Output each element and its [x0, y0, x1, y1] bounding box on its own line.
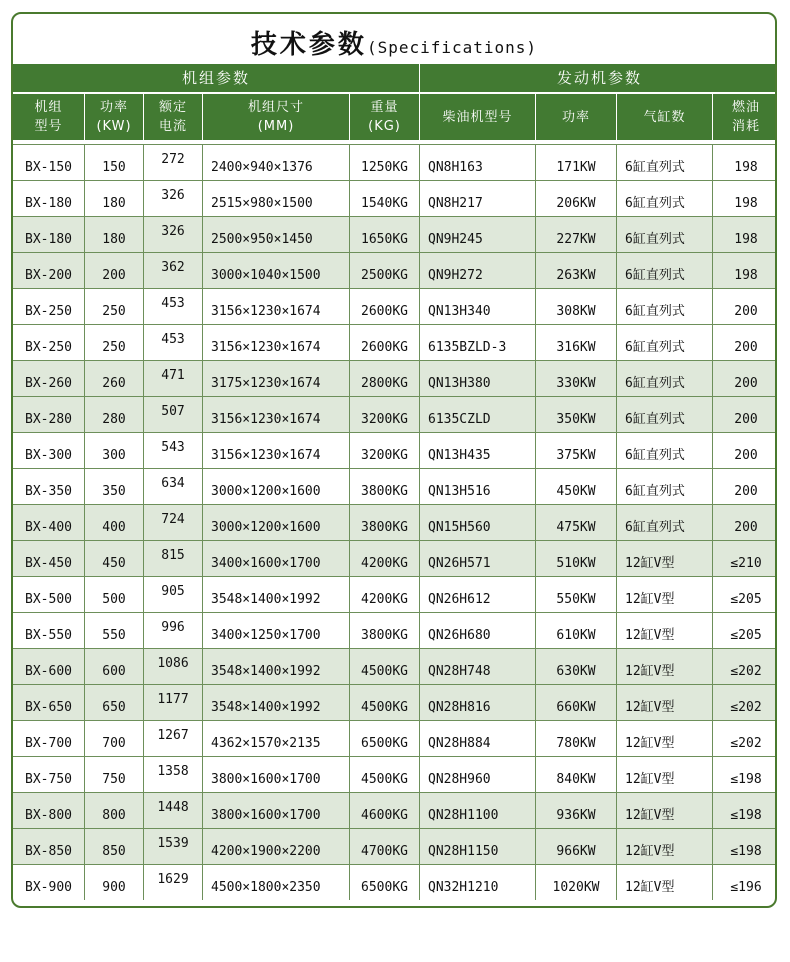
table-row [13, 468, 775, 504]
cell-current: 453 [144, 289, 203, 324]
cell-model: BX-550 [13, 613, 85, 648]
cell-dimensions: 2515×980×1500 [203, 181, 350, 216]
cell-engine-model: QN28H1150 [420, 829, 536, 864]
table-row [13, 360, 775, 396]
cell-dimensions: 3400×1600×1700 [203, 541, 350, 576]
table-row [13, 648, 775, 684]
cell-power: 700 [85, 721, 144, 756]
cell-model: BX-150 [13, 145, 85, 180]
cell-model: BX-180 [13, 217, 85, 252]
cell-model: BX-700 [13, 721, 85, 756]
cell-engine-power: 550KW [536, 577, 617, 612]
cell-weight: 6500KG [350, 721, 420, 756]
header-engine-power [536, 94, 617, 140]
cell-cylinders: 6缸直列式 [617, 253, 713, 288]
cell-dimensions: 3548×1400×1992 [203, 649, 350, 684]
cell-fuel: 200 [734, 448, 758, 463]
cell-cylinders: 6缸直列式 [617, 289, 713, 324]
cell-engine-model: QN8H163 [420, 145, 536, 180]
cell-engine-model: QN13H380 [420, 361, 536, 396]
cell-power: 900 [85, 865, 144, 900]
cell-engine-power: 610KW [536, 613, 617, 648]
cell-cylinders: 12缸V型 [617, 721, 713, 756]
header-model-line2: 型号 [34, 119, 63, 134]
cell-current: 905 [144, 577, 203, 612]
cell-dimensions: 3175×1230×1674 [203, 361, 350, 396]
cell-engine-power: 330KW [536, 361, 617, 396]
cell-dimensions: 2400×940×1376 [203, 145, 350, 180]
cell-power: 450 [85, 541, 144, 576]
cell-engine-power: 630KW [536, 649, 617, 684]
cell-power: 750 [85, 757, 144, 792]
cell-dimensions: 3000×1200×1600 [203, 505, 350, 540]
cell-cylinders: 6缸直列式 [617, 397, 713, 432]
header-fuel-line2: 消耗 [731, 119, 760, 134]
cell-weight: 4500KG [350, 757, 420, 792]
cell-engine-model: QN28H884 [420, 721, 536, 756]
table-row [13, 576, 775, 612]
cell-dimensions: 3156×1230×1674 [203, 433, 350, 468]
cell-current: 1629 [144, 865, 203, 900]
table-row [13, 432, 775, 468]
cell-current: 543 [144, 433, 203, 468]
cell-engine-model: QN15H560 [420, 505, 536, 540]
cell-engine-model: QN26H571 [420, 541, 536, 576]
cell-model: BX-180 [13, 181, 85, 216]
table-row [13, 324, 775, 360]
cell-power: 550 [85, 613, 144, 648]
cell-dimensions: 3548×1400×1992 [203, 685, 350, 720]
cell-engine-model: QN9H245 [420, 217, 536, 252]
cell-fuel: 198 [734, 268, 758, 283]
table-row [13, 864, 775, 900]
group-unit-params: 机组参数 [13, 64, 420, 92]
cell-power: 180 [85, 181, 144, 216]
cell-power: 800 [85, 793, 144, 828]
cell-cylinders: 6缸直列式 [617, 469, 713, 504]
table-row [13, 720, 775, 756]
table-row [13, 180, 775, 216]
cell-model: BX-900 [13, 865, 85, 900]
cell-engine-power: 308KW [536, 289, 617, 324]
table-row [13, 612, 775, 648]
header-power-line1: 功率 [99, 100, 128, 115]
cell-engine-power: 780KW [536, 721, 617, 756]
cell-fuel: ≤205 [730, 628, 762, 643]
cell-cylinders: 6缸直列式 [617, 433, 713, 468]
cell-engine-model: QN26H680 [420, 613, 536, 648]
cell-model: BX-450 [13, 541, 85, 576]
cell-weight: 1650KG [350, 217, 420, 252]
cell-engine-model: QN28H1100 [420, 793, 536, 828]
cell-power: 250 [85, 289, 144, 324]
header-engine-model [420, 94, 536, 140]
cell-engine-power: 510KW [536, 541, 617, 576]
cell-fuel: ≤202 [730, 664, 762, 679]
group-engine-params: 发动机参数 [556, 69, 642, 87]
cell-engine-model: QN26H612 [420, 577, 536, 612]
cell-model: BX-650 [13, 685, 85, 720]
cell-model: BX-350 [13, 469, 85, 504]
cell-engine-model: QN13H516 [420, 469, 536, 504]
header-fuel [713, 94, 777, 140]
title-cn: 技术参数 [250, 30, 367, 60]
table-row [13, 396, 775, 432]
cell-current: 1177 [144, 685, 203, 720]
cell-engine-power: 450KW [536, 469, 617, 504]
header-dimensions-line2: (MM) [257, 119, 295, 134]
cell-current: 996 [144, 613, 203, 648]
cell-model: BX-300 [13, 433, 85, 468]
cell-weight: 3200KG [350, 397, 420, 432]
cell-power: 280 [85, 397, 144, 432]
cell-cylinders: 6缸直列式 [617, 361, 713, 396]
cell-dimensions: 3156×1230×1674 [203, 397, 350, 432]
cell-weight: 4200KG [350, 541, 420, 576]
cell-dimensions: 2500×950×1450 [203, 217, 350, 252]
table-row [13, 504, 775, 540]
cell-weight: 2500KG [350, 253, 420, 288]
cell-engine-model: QN8H217 [420, 181, 536, 216]
header-engine-model-line1: 柴油机型号 [442, 109, 513, 125]
cell-power: 200 [85, 253, 144, 288]
cell-cylinders: 12缸V型 [617, 757, 713, 792]
cell-engine-model: QN28H960 [420, 757, 536, 792]
cell-fuel: ≤202 [730, 700, 762, 715]
cell-weight: 3800KG [350, 613, 420, 648]
cell-current: 724 [144, 505, 203, 540]
cell-fuel: 198 [734, 232, 758, 247]
cell-model: BX-400 [13, 505, 85, 540]
cell-weight: 1250KG [350, 145, 420, 180]
cell-engine-model: QN28H816 [420, 685, 536, 720]
cell-fuel: 200 [734, 484, 758, 499]
cell-model: BX-600 [13, 649, 85, 684]
cell-engine-power: 316KW [536, 325, 617, 360]
cell-fuel: ≤198 [730, 844, 762, 859]
header-dimensions [203, 94, 350, 140]
cell-weight: 4700KG [350, 829, 420, 864]
cell-current: 1267 [144, 721, 203, 756]
cell-dimensions: 3156×1230×1674 [203, 289, 350, 324]
cell-model: BX-750 [13, 757, 85, 792]
cell-cylinders: 12缸V型 [617, 865, 713, 900]
cell-cylinders: 12缸V型 [617, 541, 713, 576]
cell-power: 300 [85, 433, 144, 468]
cell-engine-power: 966KW [536, 829, 617, 864]
cell-engine-model: QN13H435 [420, 433, 536, 468]
cell-current: 453 [144, 325, 203, 360]
cell-weight: 4500KG [350, 685, 420, 720]
cell-engine-model: QN13H340 [420, 289, 536, 324]
cell-current: 1086 [144, 649, 203, 684]
header-model [13, 94, 85, 140]
cell-weight: 2600KG [350, 289, 420, 324]
cell-engine-model: QN32H1210 [420, 865, 536, 900]
cell-engine-model: 6135BZLD-3 [420, 325, 536, 360]
table-row [13, 684, 775, 720]
header-weight-line2: (KG) [368, 119, 401, 134]
cell-model: BX-500 [13, 577, 85, 612]
cell-engine-power: 206KW [536, 181, 617, 216]
cell-dimensions: 3800×1600×1700 [203, 757, 350, 792]
cell-engine-power: 375KW [536, 433, 617, 468]
header-fuel-line1: 燃油 [731, 100, 760, 115]
cell-cylinders: 6缸直列式 [617, 505, 713, 540]
header-power-line2: (KW) [96, 119, 132, 134]
cell-fuel: ≤198 [730, 772, 762, 787]
cell-model: BX-850 [13, 829, 85, 864]
cell-engine-model: QN28H748 [420, 649, 536, 684]
cell-dimensions: 4500×1800×2350 [203, 865, 350, 900]
table-row [13, 216, 775, 252]
cell-fuel: ≤210 [730, 556, 762, 571]
cell-weight: 2800KG [350, 361, 420, 396]
cell-engine-model: 6135CZLD [420, 397, 536, 432]
cell-engine-power: 840KW [536, 757, 617, 792]
cell-engine-power: 660KW [536, 685, 617, 720]
cell-weight: 4600KG [350, 793, 420, 828]
cell-current: 1358 [144, 757, 203, 792]
header-cylinders [617, 94, 713, 140]
cell-cylinders: 6缸直列式 [617, 145, 713, 180]
cell-cylinders: 12缸V型 [617, 685, 713, 720]
header-power [85, 94, 144, 140]
cell-model: BX-280 [13, 397, 85, 432]
cell-power: 350 [85, 469, 144, 504]
cell-weight: 4200KG [350, 577, 420, 612]
cell-weight: 2600KG [350, 325, 420, 360]
cell-engine-power: 227KW [536, 217, 617, 252]
cell-fuel: 200 [734, 340, 758, 355]
cell-engine-power: 1020KW [536, 865, 617, 900]
cell-power: 600 [85, 649, 144, 684]
cell-current: 471 [144, 361, 203, 396]
cell-dimensions: 3000×1040×1500 [203, 253, 350, 288]
cell-weight: 3800KG [350, 505, 420, 540]
cell-cylinders: 6缸直列式 [617, 217, 713, 252]
cell-model: BX-800 [13, 793, 85, 828]
cell-fuel: 198 [734, 196, 758, 211]
header-cylinders-line1: 气缸数 [643, 109, 686, 125]
cell-engine-power: 263KW [536, 253, 617, 288]
cell-cylinders: 12缸V型 [617, 793, 713, 828]
cell-power: 850 [85, 829, 144, 864]
cell-fuel: ≤198 [730, 808, 762, 823]
cell-power: 150 [85, 145, 144, 180]
cell-fuel: 200 [734, 520, 758, 535]
cell-dimensions: 3400×1250×1700 [203, 613, 350, 648]
cell-dimensions: 3800×1600×1700 [203, 793, 350, 828]
cell-current: 507 [144, 397, 203, 432]
cell-weight: 1540KG [350, 181, 420, 216]
cell-fuel: 200 [734, 376, 758, 391]
spec-frame [11, 12, 777, 908]
column-header-row [13, 94, 775, 140]
group-header-row [13, 64, 775, 92]
cell-current: 272 [144, 145, 203, 180]
cell-power: 250 [85, 325, 144, 360]
cell-cylinders: 12缸V型 [617, 577, 713, 612]
cell-fuel: 200 [734, 412, 758, 427]
cell-power: 400 [85, 505, 144, 540]
table-row [13, 828, 775, 864]
cell-fuel: ≤205 [730, 592, 762, 607]
cell-engine-model: QN9H272 [420, 253, 536, 288]
cell-engine-power: 936KW [536, 793, 617, 828]
cell-engine-power: 475KW [536, 505, 617, 540]
cell-weight: 6500KG [350, 865, 420, 900]
cell-cylinders: 12缸V型 [617, 829, 713, 864]
table-row [13, 288, 775, 324]
header-weight [350, 94, 420, 140]
cell-engine-power: 171KW [536, 145, 617, 180]
title-en: (Specifications) [366, 38, 538, 57]
cell-dimensions: 3000×1200×1600 [203, 469, 350, 504]
header-current-line1: 额定 [158, 100, 187, 115]
cell-model: BX-200 [13, 253, 85, 288]
table-row [13, 792, 775, 828]
cell-power: 500 [85, 577, 144, 612]
cell-cylinders: 6缸直列式 [617, 325, 713, 360]
cell-power: 260 [85, 361, 144, 396]
cell-cylinders: 12缸V型 [617, 649, 713, 684]
cell-fuel: ≤202 [730, 736, 762, 751]
cell-power: 650 [85, 685, 144, 720]
table-row [13, 756, 775, 792]
header-current-line2: 电流 [158, 119, 187, 134]
cell-current: 326 [144, 181, 203, 216]
cell-current: 815 [144, 541, 203, 576]
cell-dimensions: 4362×1570×2135 [203, 721, 350, 756]
cell-cylinders: 6缸直列式 [617, 181, 713, 216]
header-dimensions-line1: 机组尺寸 [247, 100, 304, 115]
table-row [13, 540, 775, 576]
table-row [13, 144, 775, 180]
header-current [144, 94, 203, 140]
cell-model: BX-260 [13, 361, 85, 396]
cell-current: 1448 [144, 793, 203, 828]
cell-model: BX-250 [13, 325, 85, 360]
cell-dimensions: 3548×1400×1992 [203, 577, 350, 612]
cell-current: 1539 [144, 829, 203, 864]
cell-cylinders: 12缸V型 [617, 613, 713, 648]
cell-model: BX-250 [13, 289, 85, 324]
cell-weight: 4500KG [350, 649, 420, 684]
cell-engine-power: 350KW [536, 397, 617, 432]
table-row [13, 252, 775, 288]
cell-current: 362 [144, 253, 203, 288]
cell-fuel: 198 [734, 160, 758, 175]
cell-weight: 3200KG [350, 433, 420, 468]
cell-current: 634 [144, 469, 203, 504]
header-engine-power-line1: 功率 [561, 109, 590, 125]
header-weight-line1: 重量 [370, 100, 399, 115]
cell-weight: 3800KG [350, 469, 420, 504]
cell-dimensions: 4200×1900×2200 [203, 829, 350, 864]
cell-dimensions: 3156×1230×1674 [203, 325, 350, 360]
cell-power: 180 [85, 217, 144, 252]
cell-fuel: ≤196 [730, 880, 762, 895]
cell-current: 326 [144, 217, 203, 252]
cell-fuel: 200 [734, 304, 758, 319]
header-model-line1: 机组 [34, 100, 63, 115]
page-title [13, 14, 775, 64]
